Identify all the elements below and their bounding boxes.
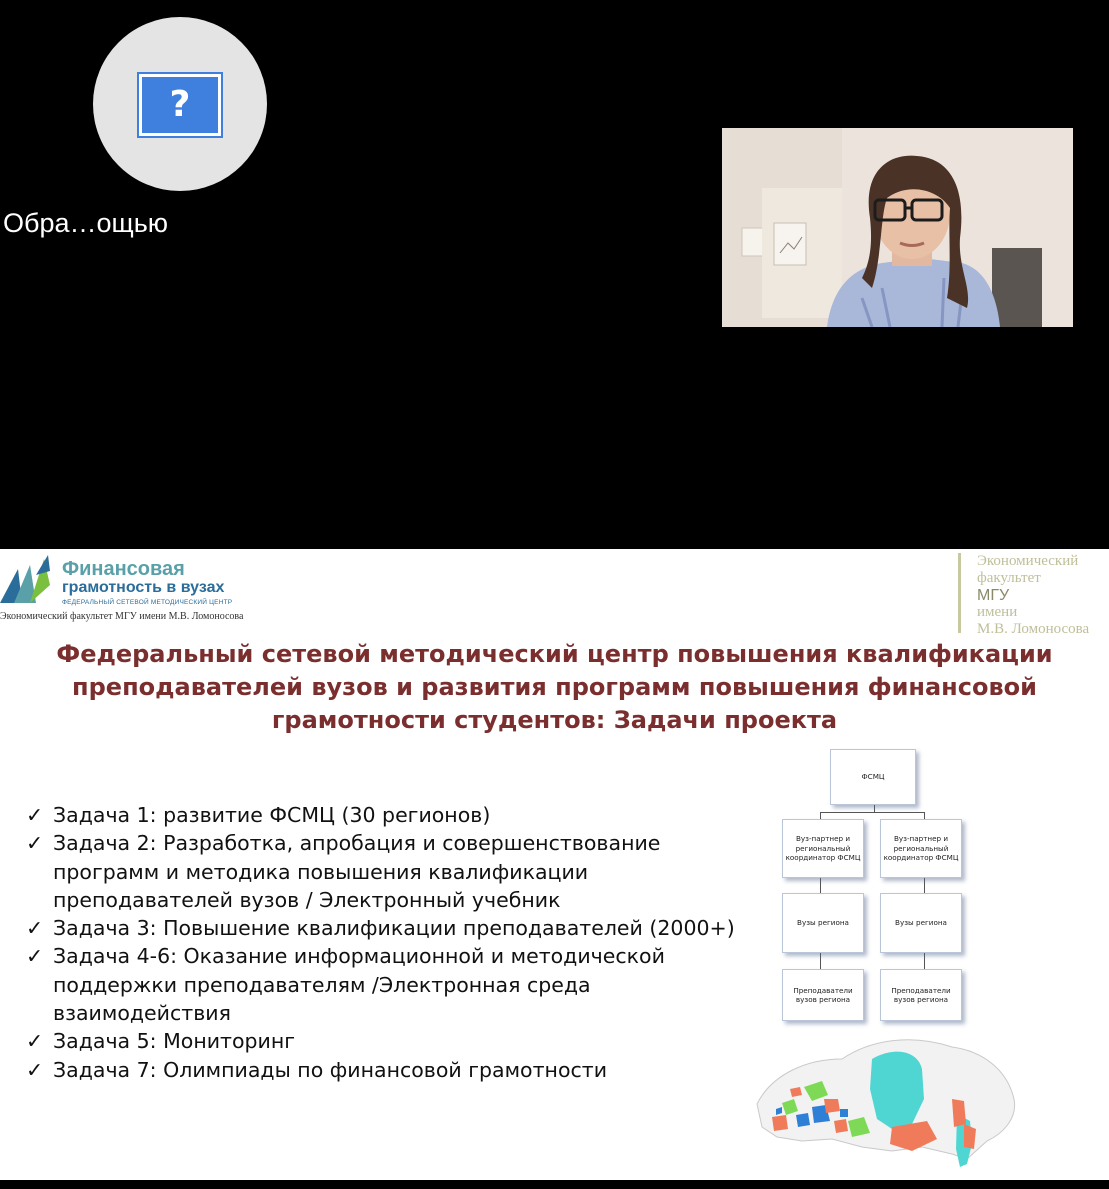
org-connector bbox=[820, 876, 821, 893]
org-box-root: ФСМЦ bbox=[830, 749, 916, 805]
russia-regions-map bbox=[752, 1029, 1022, 1169]
slide-title-line1: Федеральный сетевой методический центр повышения квалификации bbox=[56, 640, 1053, 668]
task-text: Задача 2: Разработка, апробация и совершенствование программ и методика повышения квалификации преподавателей вузов / Электронный учебник bbox=[53, 831, 661, 912]
org-connector bbox=[820, 812, 821, 819]
logo-title-line2: грамотность в вузах bbox=[62, 579, 225, 596]
task-item bbox=[26, 829, 756, 914]
msu-logo-line4: имени bbox=[977, 604, 1018, 620]
slide-title bbox=[20, 638, 1089, 737]
webcam-video-tile[interactable] bbox=[722, 128, 1073, 327]
org-connector bbox=[924, 812, 925, 819]
msu-logo-line5: М.В. Ломоносова bbox=[977, 621, 1090, 637]
task-item bbox=[26, 942, 756, 1027]
org-connector bbox=[924, 951, 925, 969]
slide-title-line3: грамотности студентов: Задачи проекта bbox=[271, 706, 838, 734]
msu-logo-line2: факультет bbox=[977, 570, 1041, 586]
org-box-partner-right: Вуз-партнер и региональный координатор ФСМЦ bbox=[880, 819, 962, 878]
logo-faculty-caption: Экономический факультет МГУ имени М.В. Ломоносова bbox=[0, 611, 244, 622]
task-text: Задача 1: развитие ФСМЦ (30 регионов) bbox=[53, 803, 491, 827]
org-connector bbox=[820, 951, 821, 969]
participant-name: Обра…ощью bbox=[3, 208, 169, 238]
msu-economics-logo bbox=[958, 553, 1108, 637]
org-connector bbox=[924, 876, 925, 893]
task-list bbox=[26, 801, 756, 1084]
task-text: Задача 4-6: Оказание информационной и методической поддержки преподавателям /Электронная среда взаимодействия bbox=[53, 944, 665, 1026]
financial-literacy-logo-icon bbox=[0, 555, 60, 605]
org-box-teachers-right: Преподаватели вузов региона bbox=[880, 969, 962, 1021]
financial-literacy-logo bbox=[0, 555, 260, 625]
task-item bbox=[26, 914, 756, 942]
task-item bbox=[26, 1027, 756, 1055]
logo-subtitle: ФЕДЕРАЛЬНЫЙ СЕТЕВОЙ МЕТОДИЧЕСКИЙ ЦЕНТР bbox=[62, 599, 233, 606]
task-text: Задача 3: Повышение квалификации преподавателей (2000+) bbox=[53, 916, 735, 941]
question-mark-icon: ? bbox=[139, 74, 221, 136]
logo-title-line1: Финансовая bbox=[62, 558, 185, 580]
task-text: Задача 5: Мониторинг bbox=[53, 1029, 296, 1054]
task-item bbox=[26, 1056, 756, 1084]
webcam-video-image bbox=[722, 128, 1073, 327]
checkmark-icon: ✓ bbox=[26, 916, 44, 941]
checkmark-icon: ✓ bbox=[26, 803, 44, 827]
task-item bbox=[26, 801, 756, 829]
task-text: Задача 7: Олимпиады по финансовой грамотности bbox=[53, 1057, 608, 1082]
msu-logo-line3: МГУ bbox=[977, 587, 1010, 604]
org-box-teachers-left: Преподаватели вузов региона bbox=[782, 969, 864, 1021]
org-box-partner-left: Вуз-партнер и региональный координатор ФСМЦ bbox=[782, 819, 864, 878]
participant-avatar[interactable] bbox=[93, 17, 267, 191]
org-chart bbox=[770, 745, 970, 1035]
checkmark-icon: ✓ bbox=[26, 944, 44, 969]
org-box-universities-left: Вузы региона bbox=[782, 893, 864, 953]
msu-logo-line1: Экономический bbox=[977, 553, 1079, 569]
slide-title-line2: преподавателей вузов и развития программ повышения финансовой bbox=[72, 673, 1037, 701]
checkmark-icon: ✓ bbox=[26, 1057, 44, 1082]
org-box-universities-right: Вузы региона bbox=[880, 893, 962, 953]
checkmark-icon: ✓ bbox=[26, 831, 44, 856]
org-connector bbox=[820, 812, 924, 813]
checkmark-icon: ✓ bbox=[26, 1029, 44, 1054]
shared-slide bbox=[0, 549, 1109, 1180]
bottom-bar bbox=[0, 1180, 1109, 1189]
